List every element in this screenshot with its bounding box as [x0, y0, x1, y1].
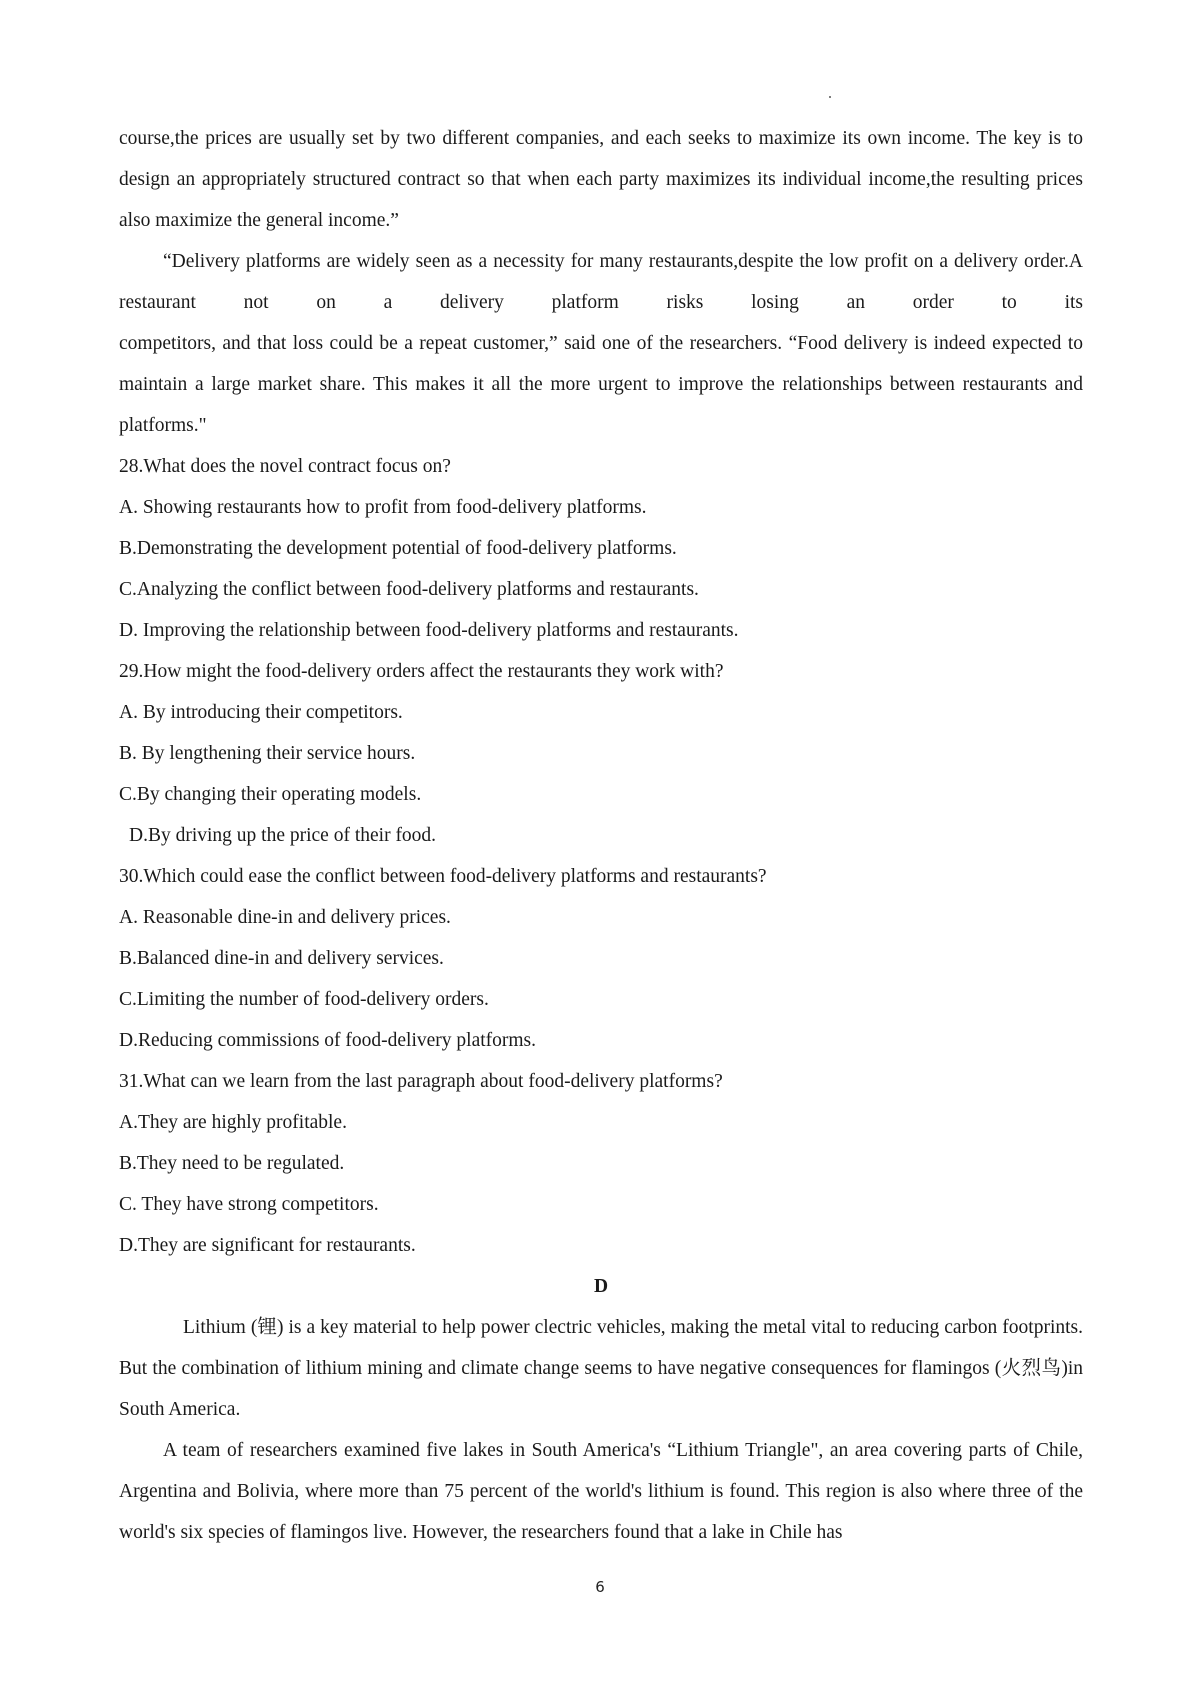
question-stem: 31.What can we learn from the last paragraph about food-delivery platforms? [119, 1071, 723, 1092]
option-a: A. Reasonable dine-in and delivery prices. [119, 907, 451, 928]
question-30 [119, 856, 1083, 1061]
question-28 [119, 446, 1083, 651]
option-a: A. By introducing their competitors. [119, 702, 403, 723]
option-b: B.They need to be regulated. [119, 1153, 345, 1174]
paragraph-income-contract: course,the prices are usually set by two different companies, and each seeks to maximize its own income. The key is to design an appropriately structured contract so that when each party maximizes its individual income,the resulting prices also maximize the general income.” [119, 128, 1083, 231]
page-content [119, 118, 1083, 1553]
question-stem: 30.Which could ease the conflict between food-delivery platforms and restaurants? [119, 866, 767, 887]
option-c: C.Limiting the number of food-delivery orders. [119, 989, 489, 1010]
section-heading-d: D [593, 1276, 609, 1297]
option-d: D. Improving the relationship between food-delivery platforms and restaurants. [119, 620, 739, 641]
option-c: C.Analyzing the conflict between food-delivery platforms and restaurants. [119, 579, 699, 600]
option-c: C. They have strong competitors. [119, 1194, 379, 1215]
paragraph-lithium-intro: Lithium (锂) is a key material to help power clectric vehicles, making the metal vital to reducing carbon footprints. But the combination of lithium mining and climate change seems to have negative consequences for flamingos (火烈鸟)in South America. [119, 1317, 1083, 1420]
option-a: A.They are highly profitable. [119, 1112, 347, 1133]
paragraph-delivery-line2: competitors, and that loss could be a repeat customer,” said one of the researchers. “Food delivery is indeed expected to maintain a large market share. This makes it all the more urgent to improve the relationships between restaurants and platforms." [119, 333, 1083, 436]
option-b: B.Balanced dine-in and delivery services. [119, 948, 444, 969]
option-d: D.By driving up the price of their food. [129, 825, 437, 846]
question-stem: 29.How might the food-delivery orders affect the restaurants they work with? [119, 661, 724, 682]
page-number: 6 [595, 1578, 605, 1596]
option-a: A. Showing restaurants how to profit from food-delivery platforms. [119, 497, 647, 518]
question-31 [119, 1061, 1083, 1266]
option-b: B.Demonstrating the development potential of food-delivery platforms. [119, 538, 677, 559]
option-c: C.By changing their operating models. [119, 784, 422, 805]
paragraph-delivery-line1: “Delivery platforms are widely seen as a necessity for many restaurants,despite the low profit on a delivery order.A restaurant not on a delivery platform risks losing an order to its [119, 251, 1083, 313]
option-b: B. By lengthening their service hours. [119, 743, 416, 764]
scan-speck [829, 96, 831, 98]
option-d: D.Reducing commissions of food-delivery platforms. [119, 1030, 537, 1051]
option-d: D.They are significant for restaurants. [119, 1235, 416, 1256]
question-stem: 28.What does the novel contract focus on? [119, 456, 451, 477]
paragraph-lithium-research: A team of researchers examined five lakes in South America's “Lithium Triangle", an area covering parts of Chile, Argentina and Bolivia, where more than 75 percent of the world's lithium is found. This region is also where three of the world's six species of flamingos live. However, the researchers found that a lake in Chile has [119, 1440, 1083, 1543]
question-29 [119, 651, 1083, 856]
